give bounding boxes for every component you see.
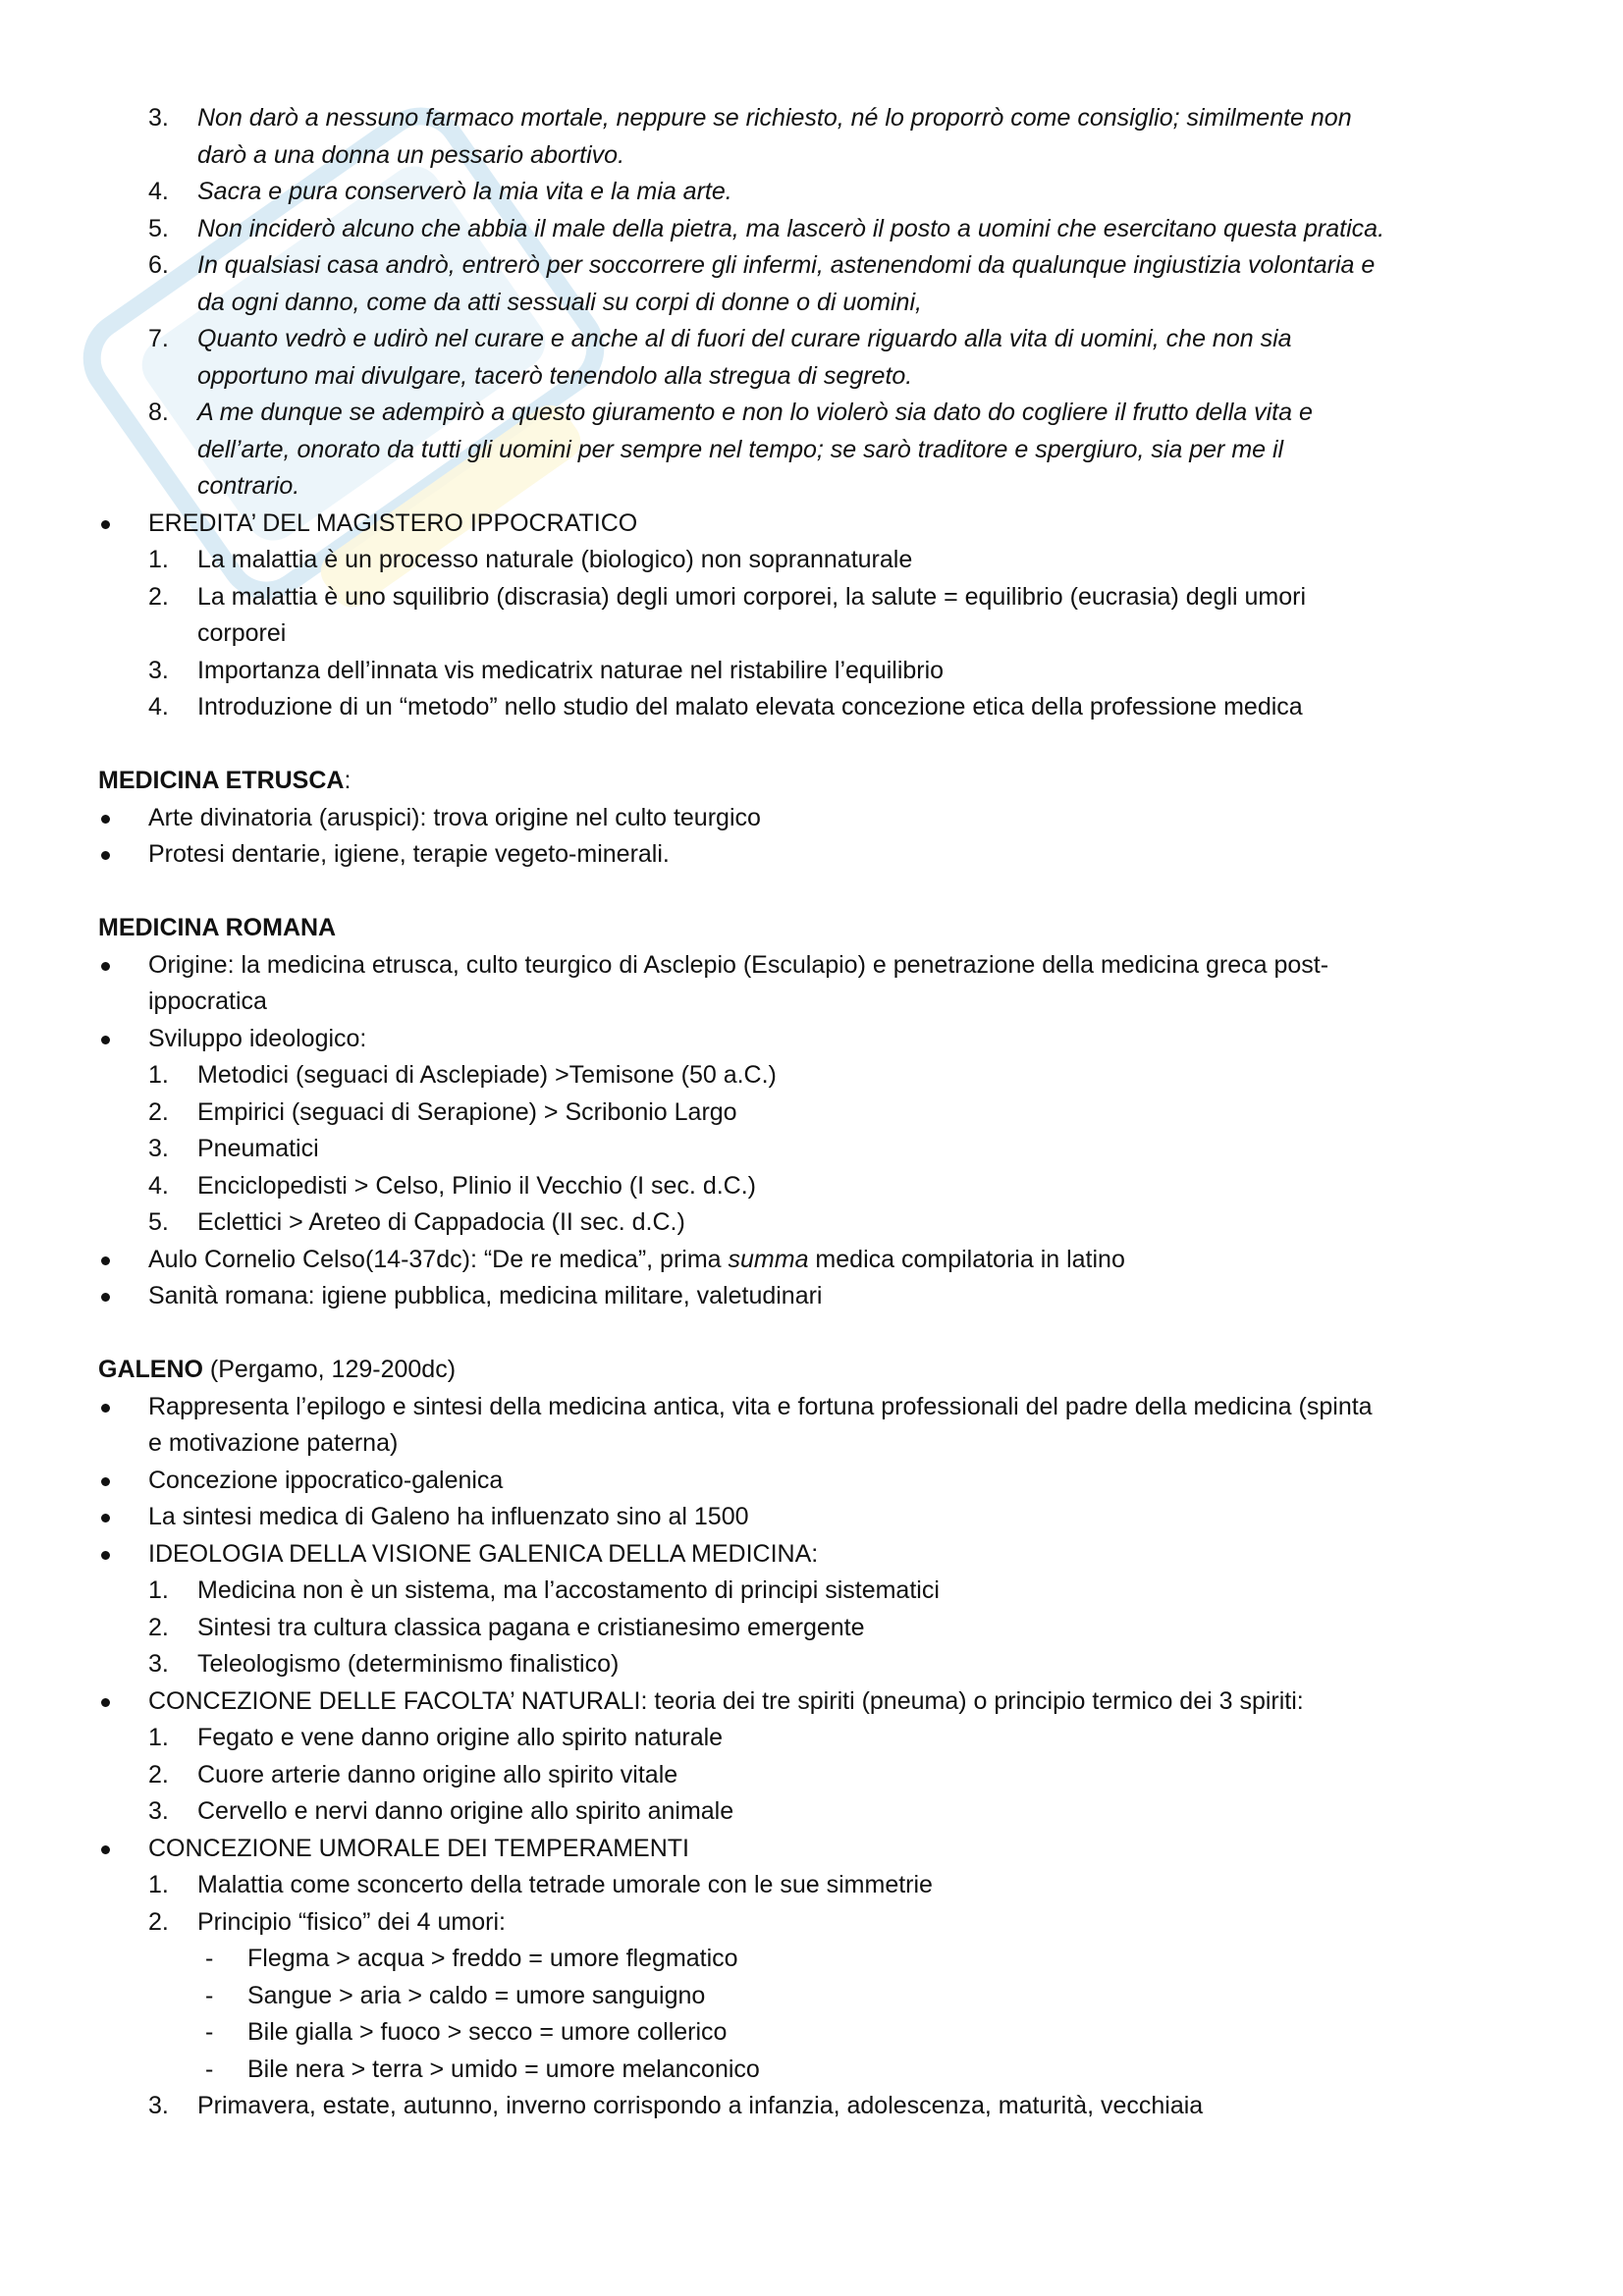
bullet-item <box>98 1278 1542 1315</box>
bullet-item <box>98 1389 1542 1426</box>
list-text: Non inciderò alcuno che abbia il male della pietra, ma lascerò il posto a uomini che esercitano questa pratica. <box>197 214 1385 242</box>
bullet-text-emphasis: summa <box>728 1245 809 1273</box>
list-number: 2. <box>148 1097 169 1126</box>
oath-item-5 <box>98 211 1542 248</box>
bullet-item <box>98 1831 1542 1868</box>
list-text: Sintesi tra cultura classica pagana e cristianesimo emergente <box>197 1613 865 1641</box>
list-number: 3. <box>148 1650 169 1678</box>
dash-text: Sangue > aria > caldo = umore sanguigno <box>247 1981 706 2009</box>
bullet-text: Rappresenta l’epilogo e sintesi della medicina antica, vita e fortuna professionali del padre della medicina (spinta <box>148 1392 1373 1420</box>
list-number: 1. <box>148 1576 169 1604</box>
list-text: Cervello e nervi danno origine allo spirito animale <box>197 1797 734 1825</box>
list-number: 4. <box>148 178 169 205</box>
list-text: Medicina non è un sistema, ma l’accostamento di principi sistematici <box>197 1576 940 1604</box>
heading-text: MEDICINA ETRUSCA <box>98 767 345 794</box>
list-number: 7. <box>148 325 169 352</box>
list-number: 2. <box>148 1760 169 1789</box>
bullet-text: Arte divinatoria (aruspici): trova origine nel culto teurgico <box>148 803 761 831</box>
bullet-item <box>98 1463 1542 1500</box>
bullet-item <box>98 836 1542 874</box>
list-text: opportuno mai divulgare, tacerò tenendolo alla stregua di segreto. <box>197 361 913 390</box>
list-text: da ogni danno, come da atti sessuali su corpi di donne o di uomini, <box>197 288 922 316</box>
bullet-text: La sintesi medica di Galeno ha influenzato sino al 1500 <box>148 1503 749 1530</box>
oath-item-4 <box>98 174 1542 211</box>
list-text: contrario. <box>197 472 300 500</box>
bullet-text: Sanità romana: igiene pubblica, medicina militare, valetudinari <box>148 1282 823 1309</box>
bullet-eredita <box>98 506 1542 543</box>
bullet-text: e motivazione paterna) <box>148 1429 399 1457</box>
list-text: La malattia è uno squilibrio (discrasia) degli umori corporei, la salute = equilibrio (eucrasia) degli umori <box>197 582 1307 611</box>
section-heading-etrusca <box>98 763 1542 800</box>
bullet-text: Protesi dentarie, igiene, terapie vegeto-minerali. <box>148 840 670 868</box>
bullet-text: CONCEZIONE DELLE FACOLTA’ NATURALI: teoria dei tre spiriti (pneuma) o principio termico dei 3 spiriti: <box>148 1686 1304 1715</box>
list-number: 5. <box>148 1208 169 1236</box>
dash-marker: - <box>205 1981 214 2009</box>
list-text: darò a una donna un pessario abortivo. <box>197 140 625 169</box>
list-number: 8. <box>148 399 169 426</box>
list-number: 3. <box>148 1135 169 1162</box>
bullet-text: Aulo Cornelio Celso(14-37dc): “De re medica”, prima <box>148 1245 729 1273</box>
bullet-text: CONCEZIONE UMORALE DEI TEMPERAMENTI <box>148 1834 689 1862</box>
list-text: In qualsiasi casa andrò, entrerò per soccorrere gli infermi, astenendomi da qualunque ingiustizia volontaria e <box>197 251 1376 279</box>
list-text: La malattia è un processo naturale (biologico) non soprannaturale <box>197 546 913 573</box>
list-text: Non darò a nessuno farmaco mortale, neppure se richiesto, né lo proporrò come consiglio; similmente non <box>197 104 1352 132</box>
dash-text: Bile nera > terra > umido = umore melanconico <box>247 2055 760 2083</box>
list-text: Primavera, estate, autunno, inverno corrispondo a infanzia, adolescenza, maturità, vecchiaia <box>197 2092 1204 2119</box>
list-number: 3. <box>148 1797 169 1825</box>
list-text: Empirici (seguaci di Serapione) > Scribonio Largo <box>197 1097 737 1126</box>
bullet-item <box>98 947 1542 985</box>
oath-item-7 <box>98 321 1542 395</box>
list-text: Metodici (seguaci di Asclepiade) >Temisone (50 a.C.) <box>197 1061 777 1089</box>
oath-item-8 <box>98 395 1542 506</box>
bullet-item <box>98 1499 1542 1536</box>
section-heading-romana <box>98 910 1542 947</box>
heading-suffix: : <box>344 767 352 794</box>
list-number: 1. <box>148 546 169 573</box>
list-number: 4. <box>148 693 169 721</box>
list-text: A me dunque se adempirò a questo giuramento e non lo violerò sia dato do cogliere il frutto della vita e <box>197 399 1313 426</box>
list-text: Importanza dell’innata vis medicatrix naturae nel ristabilire l’equilibrio <box>197 656 945 684</box>
list-number: 1. <box>148 1061 169 1089</box>
dash-marker: - <box>205 1945 214 1972</box>
list-number: 3. <box>148 104 169 132</box>
bullet-text: Sviluppo ideologico: <box>148 1024 367 1052</box>
dash-item <box>98 2014 1542 2052</box>
bullet-item <box>98 800 1542 837</box>
list-text: Teleologismo (determinismo finalistico) <box>197 1650 620 1678</box>
list-text: Fegato e vene danno origine allo spirito naturale <box>197 1724 724 1751</box>
heading-suffix: (Pergamo, 129-200dc) <box>202 1356 457 1383</box>
list-text: Principio “fisico” dei 4 umori: <box>197 1907 506 1936</box>
heading-text: GALENO <box>98 1356 203 1383</box>
list-number: 1. <box>148 1871 169 1898</box>
list-text: dell’arte, onorato da tutti gli uomini per sempre nel tempo; se sarò traditore e spergiuro, sia per me il <box>197 435 1284 463</box>
list-number: 3. <box>148 656 169 684</box>
list-number: 4. <box>148 1171 169 1200</box>
bullet-text: IDEOLOGIA DELLA VISIONE GALENICA DELLA MEDICINA: <box>148 1539 819 1568</box>
list-number: 2. <box>148 1907 169 1936</box>
document-body <box>98 100 1542 2125</box>
bullet-text: EREDITA’ DEL MAGISTERO IPPOCRATICO <box>148 508 638 537</box>
list-text: Quanto vedrò e udirò nel curare e anche al di fuori del curare riguardo alla vita di uomini, che non sia <box>197 325 1292 352</box>
bullet-text: ippocratica <box>148 988 267 1015</box>
list-number: 6. <box>148 251 169 279</box>
list-number: 2. <box>148 1613 169 1641</box>
list-text: Sacra e pura conserverò la mia vita e la mia arte. <box>197 178 732 205</box>
dash-item <box>98 1978 1542 2015</box>
list-number: 2. <box>148 582 169 611</box>
bullet-text: Origine: la medicina etrusca, culto teurgico di Asclepio (Esculapio) e penetrazione della medicina greca post- <box>148 950 1329 979</box>
dash-marker: - <box>205 2055 214 2083</box>
list-number: 1. <box>148 1724 169 1751</box>
bullet-item <box>98 1683 1542 1721</box>
list-text: Pneumatici <box>197 1135 319 1162</box>
list-text: Eclettici > Areteo di Cappadocia (II sec. d.C.) <box>197 1208 685 1236</box>
oath-item-3 <box>98 100 1542 174</box>
bullet-item <box>98 1536 1542 1574</box>
dash-text: Bile gialla > fuoco > secco = umore collerico <box>247 2018 728 2046</box>
list-number: 5. <box>148 214 169 242</box>
dash-item <box>98 2052 1542 2089</box>
bullet-text: Concezione ippocratico-galenica <box>148 1466 504 1494</box>
list-text: Enciclopedisti > Celso, Plinio il Vecchio (I sec. d.C.) <box>197 1171 756 1200</box>
list-text: Introduzione di un “metodo” nello studio del malato elevata concezione etica della professione medica <box>197 693 1303 721</box>
bullet-item <box>98 1242 1542 1279</box>
heading-text: MEDICINA ROMANA <box>98 914 337 941</box>
oath-item-6 <box>98 247 1542 321</box>
bullet-item <box>98 1021 1542 1058</box>
dash-marker: - <box>205 2018 214 2046</box>
section-heading-galeno <box>98 1352 1542 1389</box>
list-number: 3. <box>148 2092 169 2119</box>
dash-text: Flegma > acqua > freddo = umore flegmatico <box>247 1945 738 1972</box>
list-text: Cuore arterie danno origine allo spirito vitale <box>197 1760 678 1789</box>
bullet-text: medica compilatoria in latino <box>808 1245 1125 1273</box>
list-text: corporei <box>197 619 287 647</box>
list-text: Malattia come sconcerto della tetrade umorale con le sue simmetrie <box>197 1871 933 1898</box>
dash-item <box>98 1941 1542 1978</box>
